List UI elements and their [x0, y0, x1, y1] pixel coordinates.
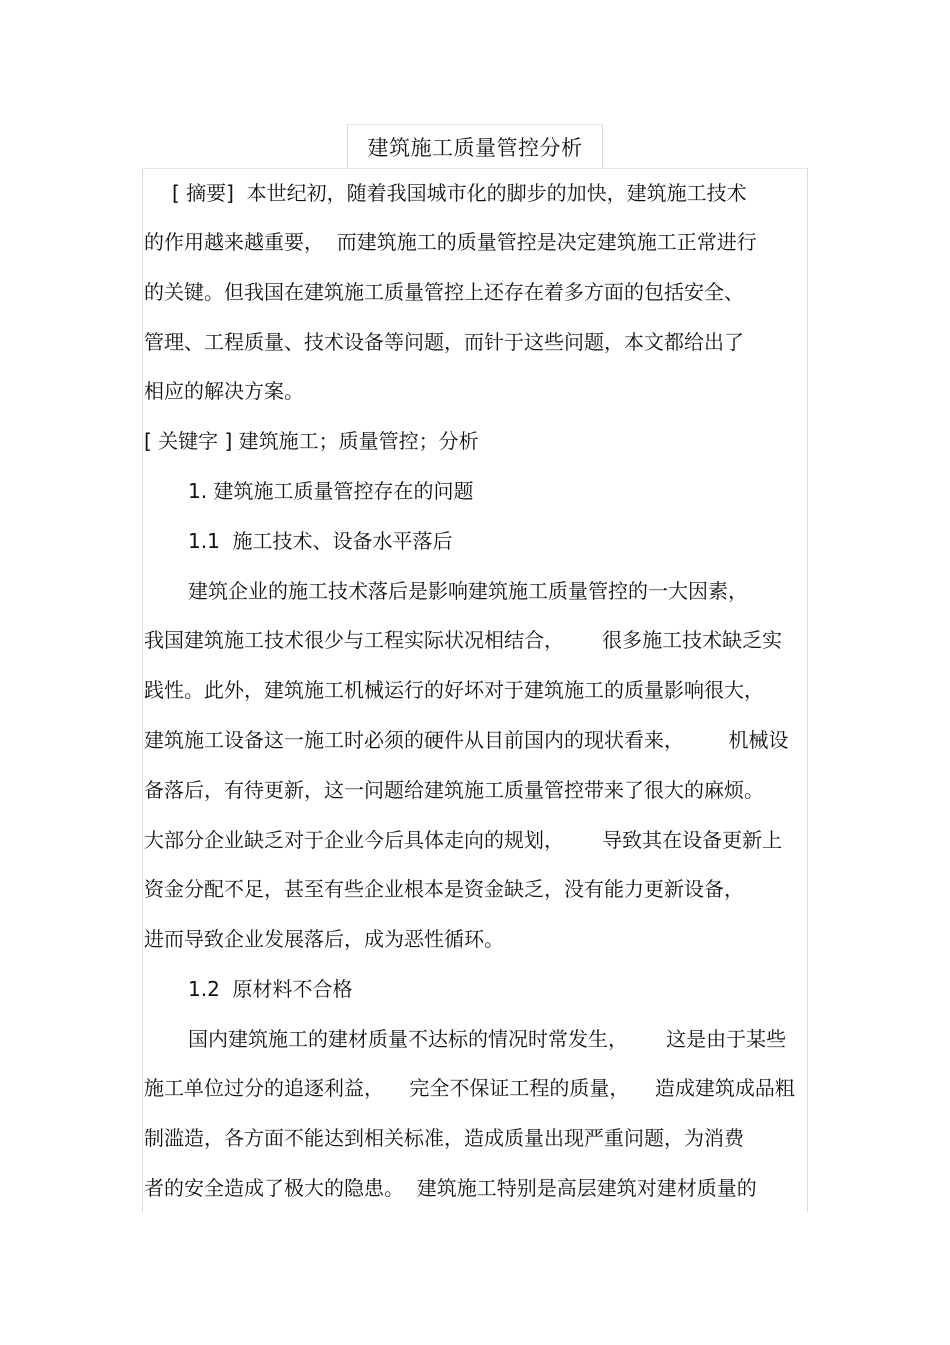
paragraph-line: 备落后，有待更新，这一问题给建筑施工质量管控带来了很大的麻烦。	[144, 778, 764, 802]
keywords-line: [ 关键字 ] 建筑施工；质量管控；分析	[144, 429, 479, 453]
abstract-line-1: [ 摘要] 本世纪初，随着我国城市化的脚步的加快，建筑施工技术	[172, 181, 747, 205]
abstract-line-5: 相应的解决方案。	[144, 379, 304, 403]
paragraph-line: 国内建筑施工的建材质量不达标的情况时常发生， 这是由于某些	[188, 1027, 787, 1051]
abstract-line-4: 管理、工程质量、技术设备等问题，而针于这些问题，本文都给出了	[144, 330, 744, 354]
section-heading-1: 1. 建筑施工质量管控存在的问题	[188, 479, 474, 503]
paragraph-line: 制滥造，各方面不能达到相关标准，造成质量出现严重问题，为消费	[144, 1126, 744, 1150]
subsection-heading-1-2: 1.2 原材料不合格	[188, 977, 353, 1001]
subsection-heading-1-1: 1.1 施工技术、设备水平落后	[188, 529, 453, 553]
paragraph-line: 我国建筑施工技术很少与工程实际状况相结合， 很多施工技术缺乏实	[144, 628, 783, 652]
paragraph-line: 进而导致企业发展落后，成为恶性循环。	[144, 927, 504, 951]
paragraph-line: 践性。此外，建筑施工机械运行的好坏对于建筑施工的质量影响很大，	[144, 678, 764, 702]
paragraph-line: 大部分企业缺乏对于企业今后具体走向的规划， 导致其在设备更新上	[144, 828, 783, 852]
paragraph-line: 施工单位过分的追逐利益， 完全不保证工程的质量， 造成建筑成品粗	[144, 1076, 795, 1100]
document-title: 建筑施工质量管控分析	[347, 124, 603, 168]
abstract-line-2: 的作用越来越重要， 而建筑施工的质量管控是决定建筑施工正常进行	[144, 230, 757, 254]
paragraph-line: 建筑企业的施工技术落后是影响建筑施工质量管控的一大因素，	[188, 579, 748, 603]
paragraph-line: 建筑施工设备这一施工时必须的硬件从目前国内的现状看来， 机械设	[144, 728, 789, 752]
abstract-line-3: 的关键。但我国在建筑施工质量管控上还存在着多方面的包括安全、	[144, 280, 744, 304]
paragraph-line: 者的安全造成了极大的隐患。 建筑施工特别是高层建筑对建材质量的	[144, 1176, 757, 1200]
paragraph-line: 资金分配不足，甚至有些企业根本是资金缺乏，没有能力更新设备，	[144, 877, 744, 901]
